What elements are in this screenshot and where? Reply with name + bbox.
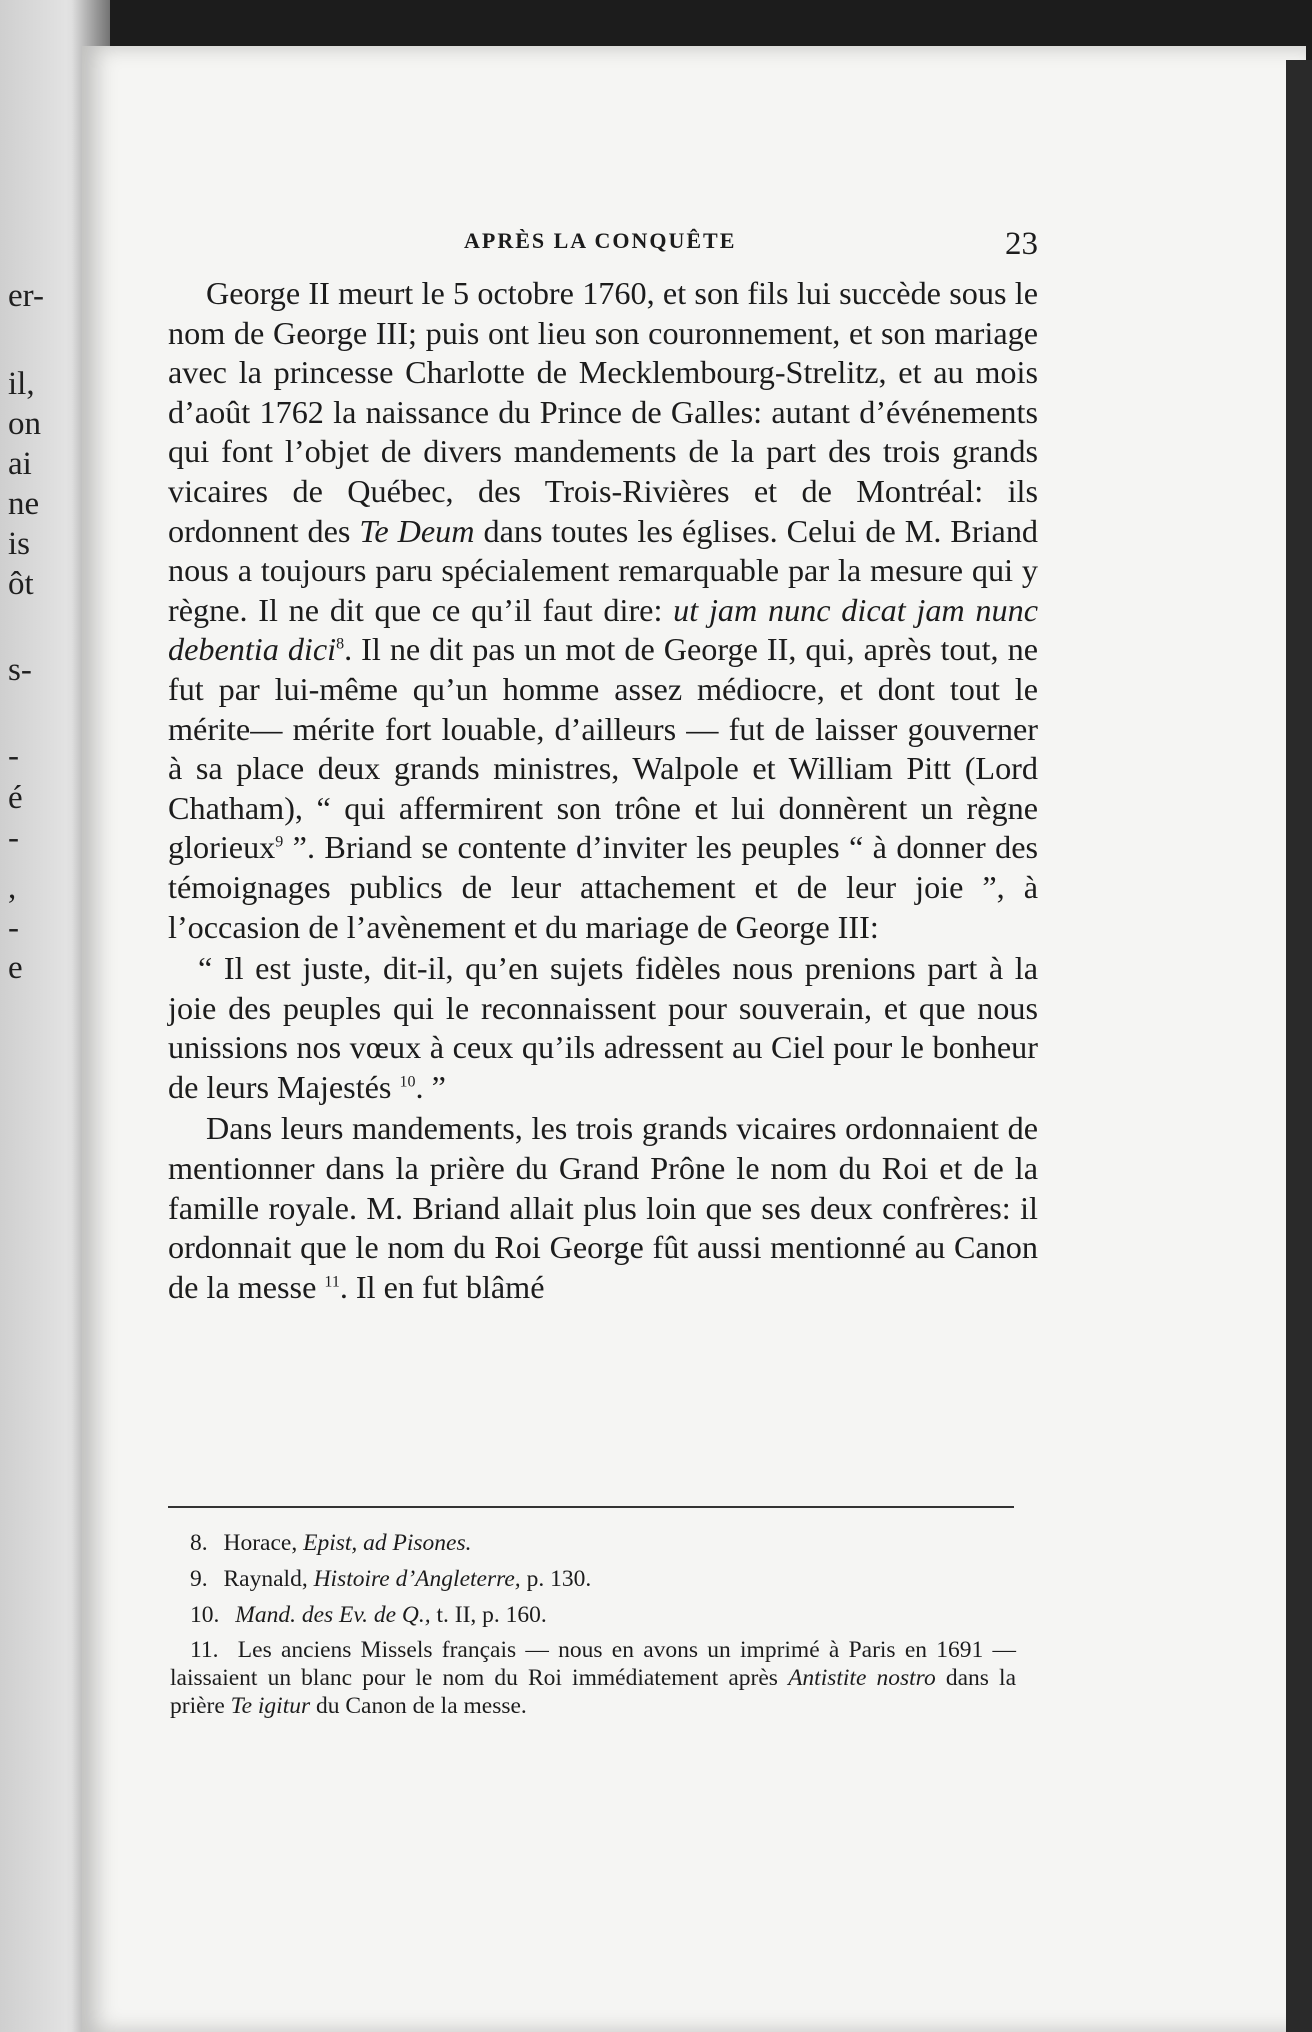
note-reference: 10 bbox=[399, 1073, 416, 1091]
left-fragment: il, bbox=[8, 366, 35, 402]
left-fragment: e bbox=[8, 950, 23, 986]
footnote-number: 11. bbox=[190, 1637, 219, 1663]
left-fragment: é bbox=[8, 780, 23, 816]
footnote-text: Raynald, bbox=[223, 1566, 308, 1592]
left-fragment: ai bbox=[8, 446, 32, 482]
footnote bbox=[170, 1600, 1016, 1630]
left-fragment: er- bbox=[8, 278, 44, 314]
footnote-italic: Histoire d’Angleterre, bbox=[313, 1566, 521, 1592]
left-fragment: - bbox=[8, 820, 19, 856]
footnote-number: 8. bbox=[190, 1530, 208, 1556]
body-paragraph bbox=[168, 274, 1038, 947]
note-reference: 11 bbox=[324, 1273, 340, 1291]
footnote-text: p. 130. bbox=[526, 1566, 592, 1592]
footnote-italic: Mand. des Ev. de Q., bbox=[235, 1602, 431, 1628]
right-page-edge bbox=[1286, 60, 1312, 2032]
body-text: . ” bbox=[415, 1068, 446, 1105]
note-reference: 9 bbox=[275, 833, 284, 851]
page-content bbox=[168, 228, 1038, 1307]
body-text: “ Il est juste, dit-il, qu’en sujets fidèles nous prenions part à la joie des peuples qui le reconnaissent pour souverain, et que nous unissions nos vœux à ceux qu’ils adressent au Ciel pour le bonheur de leurs Majestés bbox=[168, 950, 1038, 1105]
footnote-italic: Epist, ad Pisones. bbox=[303, 1530, 472, 1556]
body-italic: ut jam nunc dicat jam nunc debentia dici bbox=[168, 591, 1038, 668]
left-fragment: ne bbox=[8, 486, 40, 522]
left-fragment: s- bbox=[8, 652, 32, 688]
footnote-text: t. II, p. 160. bbox=[436, 1602, 547, 1628]
body-text: dans toutes les églises. Celui de M. Briand nous a toujours paru spécialement remarquable par la mesure qui y règne. Il ne dit que ce qu’il faut dire: bbox=[168, 512, 1039, 628]
page-number: 23 bbox=[1005, 226, 1038, 262]
footnote-text: dans la prière bbox=[170, 1665, 1016, 1719]
left-fragment: is bbox=[8, 526, 31, 562]
footnote bbox=[170, 1564, 1016, 1594]
left-fragment: - bbox=[8, 910, 19, 946]
footnote bbox=[170, 1528, 1016, 1558]
note-reference: 8 bbox=[336, 635, 345, 653]
footnote-italic: Antistite nostro bbox=[788, 1665, 936, 1691]
footnote-italic: Te igitur bbox=[230, 1693, 311, 1719]
left-fragment: on bbox=[8, 406, 41, 442]
footnote-number: 10. bbox=[190, 1602, 220, 1628]
page-header bbox=[168, 228, 1038, 274]
body-text: George II meurt le 5 octobre 1760, et son fils lui succède sous le nom de George III; puis ont lieu son couronnement, et son mariage avec la princesse Charlotte de Mecklembourg-Strelitz, et au mois d’août 1762 la naissance du Prince de Galles: autant d’événements qui font l’objet de divers mandements de la part des trois grands vicaires de Québec, des Trois-Rivières et de Montréal: ils ordonnent des bbox=[168, 275, 1038, 549]
body-text: Dans leurs mandements, les trois grands vicaires ordonnaient de mentionner dans la prière du Grand Prône le nom du Roi et de la famille royale. M. Briand allait plus loin que ses deux confrères: il ordonnait que le nom du Roi George fût aussi mentionné au Canon de la messe bbox=[168, 1110, 1038, 1305]
footnote-text: du Canon de la messe. bbox=[316, 1693, 527, 1719]
running-head: APRÈS LA CONQUÊTE bbox=[464, 228, 737, 253]
footnote-rule bbox=[168, 1506, 1014, 1508]
quote-paragraph bbox=[168, 949, 1038, 1107]
footnote-number: 9. bbox=[190, 1566, 208, 1592]
footnote-text: Horace, bbox=[223, 1530, 298, 1556]
body-text: ”. Briand se contente d’inviter les peuples “ à donner des témoignages publics de leur attachement et de leur joie ”, à l’occasion de l’avènement et du mariage de George III: bbox=[168, 829, 1039, 945]
body-italic: Te Deum bbox=[359, 512, 475, 549]
left-fragment: - bbox=[8, 738, 19, 774]
footnotes bbox=[170, 1528, 1016, 1726]
left-fragment: ôt bbox=[8, 566, 34, 602]
body-paragraph bbox=[168, 1109, 1038, 1307]
footnote bbox=[170, 1636, 1016, 1720]
body-text: . Il en fut blâmé bbox=[339, 1268, 545, 1305]
left-fragment: , bbox=[8, 870, 17, 906]
footnote-text: Les anciens Missels français — nous en avons un imprimé à Paris en 1691 — laissaient un blanc pour le nom du Roi immédiatement après bbox=[170, 1637, 1017, 1691]
body-text: . Il ne dit pas un mot de George II, qui, après tout, ne fut par lui-même qu’un homme assez médiocre, et dont tout le mérite— mérite fort louable, d’ailleurs — fut de laisser gouverner à sa place deux grands ministres, Walpole et William Pitt (Lord Chatham), “ qui affermirent son trône et lui donnèrent un règne glorieux bbox=[168, 631, 1038, 866]
